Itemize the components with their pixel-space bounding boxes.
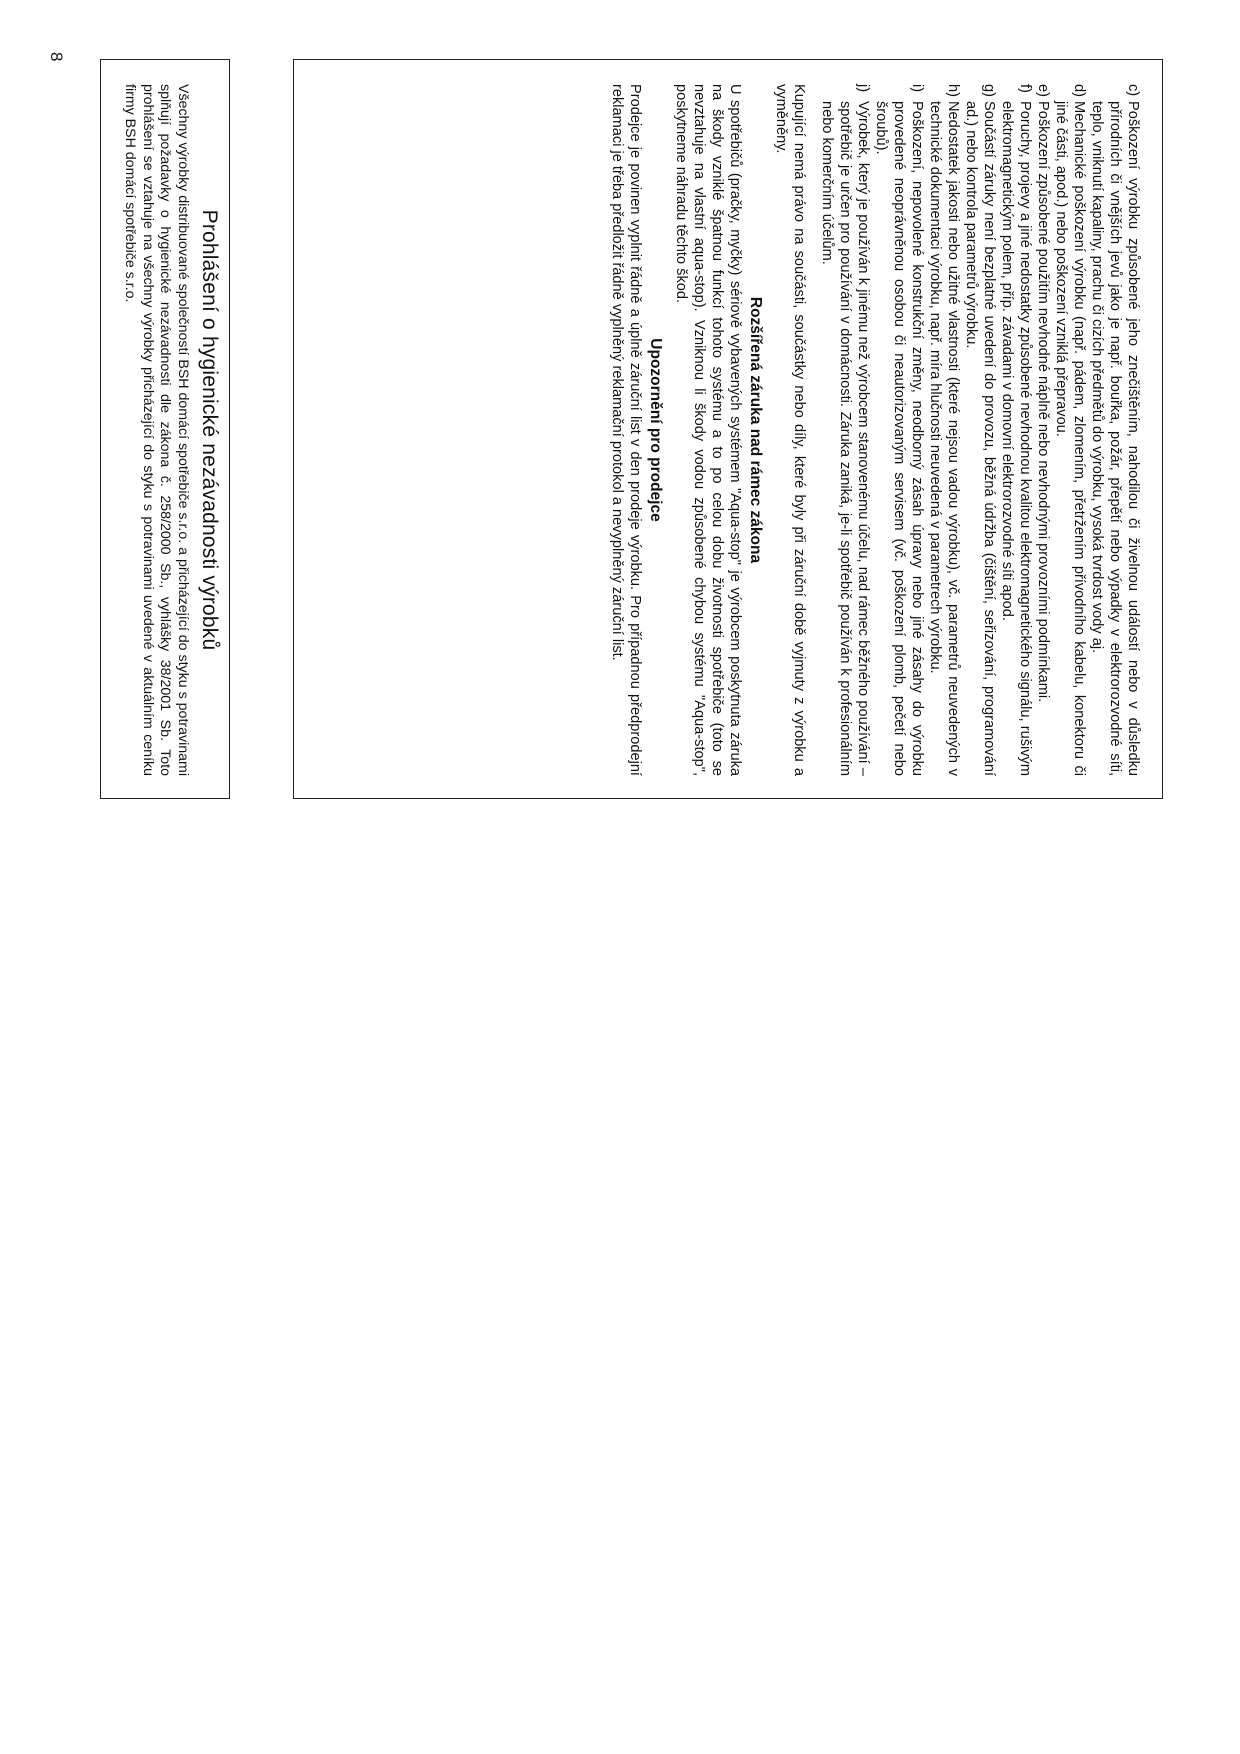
item-text: Mechanické poškození výrobku (např. pádem, zlomením, přetržením přívodního kabelu, konektoru či jiné části, apod.) nebo poškození vzniklá přepravou. bbox=[1053, 101, 1087, 776]
list-item bbox=[1052, 84, 1088, 776]
list-item bbox=[1034, 84, 1052, 776]
item-mark: i) bbox=[909, 84, 925, 93]
item-text: Poškození způsobené použitím nevhodné náplně nebo nevhodnými provozními podmínkami. bbox=[1035, 101, 1051, 703]
buyer-note: Kupující nemá právo na součásti, součástky nebo díly, které byly při záruční době vyjmuty z výrobku a vyměněny. bbox=[773, 84, 807, 776]
item-mark: h) bbox=[945, 84, 961, 97]
declaration-text: Všechny výrobky distribuované společností BSH domácí spotřebiče s.r.o. a přicházející do styku s potravinami splňují požadavky o hygienické nezávadnosti dle zákona č. 258/2000 Sb., vyhlášky 38/2001 Sb. Toto prohlášení se vztahuje na všechny výrobky přicházející do styku s potravinami uvedené v aktuálním ceníku firmy BSH domácí spotřebiče s.r.o. bbox=[122, 84, 191, 776]
list-item bbox=[926, 84, 962, 776]
extended-warranty-text: U spotřebičů (pračky, myčky) sériově vybavených systémem "Aqua-stop" je výrobcem poskytnuta záruka na škody vzniklé špatnou funkcí tohoto systému a to po celou dobu životnosti spotřebiče (toto se nevztahuje na vlastní aqua-stop). Vzniknou li škody vodou způsobené chybou systému "Aqua-stop", poskytneme náhradu těchto škod. bbox=[673, 84, 743, 776]
declaration-heading: Prohlášení o hygienické nezávadnosti výrobků bbox=[198, 209, 221, 651]
page-number: 8 bbox=[47, 52, 66, 62]
seller-notice-text: Prodejce je povinen vyplnit řádně a úplně záruční list v den prodeje výrobku. Pro případnou předprodejní reklamaci je třeba předložit řádně vyplněný reklamační protokol a nevyplněný záruční list. bbox=[609, 84, 643, 776]
list-item bbox=[818, 84, 872, 776]
list-item bbox=[998, 84, 1034, 776]
warranty-exclusions-list bbox=[818, 84, 1142, 776]
hygiene-declaration-box bbox=[100, 59, 230, 799]
list-item bbox=[962, 84, 998, 776]
item-text: Nedostatek jakosti nebo užitné vlastnosti (které nejsou vadou výrobku), vč. parametrů neuvedených v technické dokumentaci výrobku, např. míra hlučnosti neuvedená v parametrech výrobku. bbox=[927, 101, 961, 776]
seller-notice-heading: Upozornění pro prodejce bbox=[647, 338, 664, 522]
item-text: Poškození, nepovolené konstrukční změny, neodborný zásah úpravy nebo jiné zásahy do výrobku provedené neoprávněnou osobou či neautorizovaným servisem (vč. poškození plomb, pečetí nebo šroubů). bbox=[873, 101, 925, 776]
item-mark: e) bbox=[1035, 84, 1051, 97]
item-mark: f) bbox=[1017, 84, 1033, 93]
item-text: Výrobek, který je používán k jinému než výrobcem stanovenému účelu, nad rámec běžného používání – spotřebič je určen pro používání v domácnosti. Záruka zaniká, je-li spotřebič používán k profesionálním nebo komerčním účelům. bbox=[819, 101, 871, 776]
list-item bbox=[872, 84, 926, 776]
item-text: Poškození výrobku způsobené jeho znečištěním, nahodilou či živelnou událostí nebo v důsledku přírodních či vnějších jevů jako je např. bouřka, požár, přepětí nebo výpadky v elektrorozvodné síti, teplo, vniknutí kapaliny, prachu či cizích předmětů do výrobku, vysoká tvrdost vody aj. bbox=[1089, 101, 1141, 776]
item-text: Součástí záruky není bezplatné uvedení do provozu, běžná údržba (čištění, seřizování, programování ad.) nebo kontrola parametrů výrobku. bbox=[963, 101, 997, 776]
warranty-conditions-box bbox=[293, 59, 1163, 799]
item-mark: j) bbox=[855, 84, 871, 93]
item-text: Poruchy, projevy a jiné nedostatky způsobené nevhodnou kvalitou elektromagnetického signálu, rušivým elektromagnetickým polem, příp. závadami v domovní elektrorozvodné síti apod. bbox=[999, 101, 1033, 776]
item-mark: g) bbox=[981, 84, 997, 97]
item-mark: d) bbox=[1071, 84, 1087, 97]
item-mark: c) bbox=[1125, 84, 1141, 97]
list-item bbox=[1088, 84, 1142, 776]
extended-warranty-heading: Rozšířená záruka nad rámec zákona bbox=[747, 296, 764, 564]
